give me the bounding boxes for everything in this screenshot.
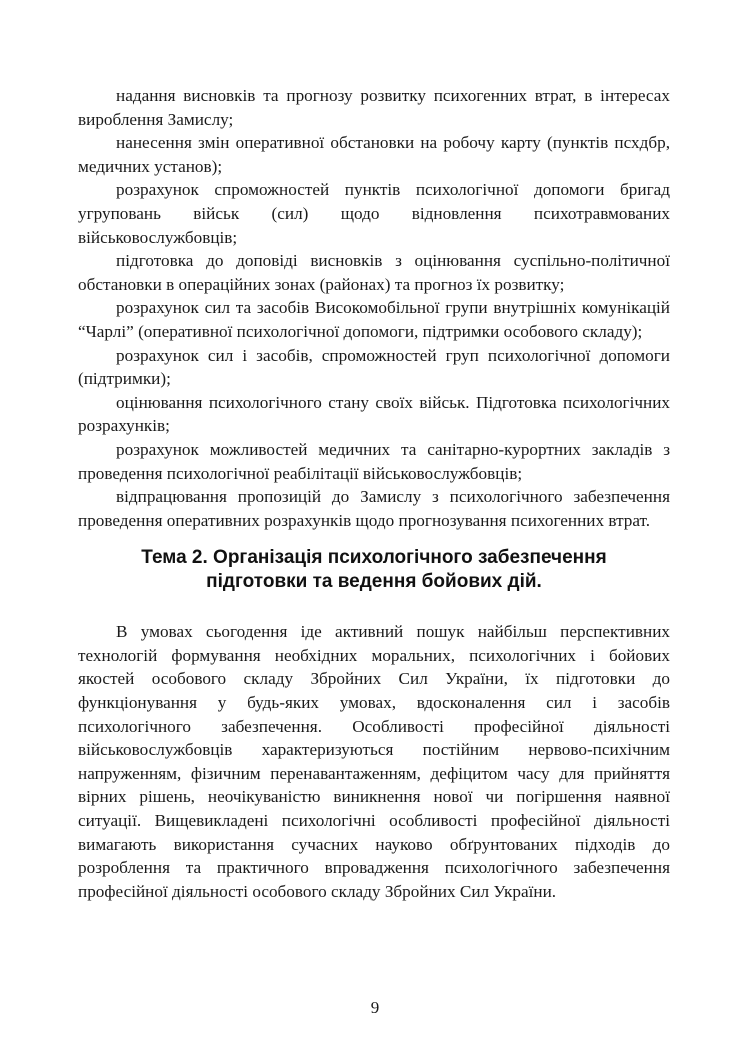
list-item: нанесення змін оперативної обстановки на робочу карту (пунктів псхдбр, медичних установ); [78, 133, 670, 176]
topic-heading [78, 546, 670, 594]
list-item: підготовка до доповіді висновків з оцінювання суспільно-політичної обстановки в операційних зонах (районах) та прогноз їх розвитку; [78, 251, 670, 294]
list-item: надання висновків та прогнозу розвитку психогенних втрат, в інтересах вироблення Замислу; [78, 86, 670, 129]
list-item: розрахунок можливостей медичних та санітарно-курортних закладів з проведення психологічної реабілітації військовослужбовців; [78, 439, 670, 483]
topic-heading-line-2: підготовки та ведення бойових дій. [206, 571, 542, 593]
list-item: розрахунок спроможностей пунктів психологічної допомоги бригад угруповань військ (сил) щодо відновлення психотравмованих військовослужбовців; [78, 180, 670, 247]
document-page [78, 84, 670, 903]
list-item: розрахунок сил та засобів Високомобільної групи внутрішніх комунікацій “Чарлі” (оперативної психологічної допомоги, підтримки особового складу); [78, 298, 670, 341]
topic-heading-line-1: Тема 2. Організація психологічного забезпечення [141, 547, 607, 569]
page-number: 9 [370, 998, 380, 1017]
body-paragraph: В умовах сьогодення іде активний пошук найбільш перспективних технологій формування необхідних моральних, психологічних і бойових якостей особового складу Збройних Сил України, їх підготовки до функціонування у будь-яких умовах, вдосконалення сил і засобів психологічного забезпечення. Особливості професійної діяльності військовослужбовців характеризуються постійним нервово-психічним напруженням, фізичним перенавантаженням, дефіцитом часу для прийняття вірних рішень, неочікуваністю виникнення нової чи погіршення наявної ситуації. Вищевикладені психологічні особливості професійної діяльності вимагають використання сучасних науково обґрунтованих підходів до розроблення та практичного впровадження психологічного забезпечення професійної діяльності особового складу Збройних Сил України. [78, 622, 670, 901]
list-item: відпрацювання пропозицій до Замислу з психологічного забезпечення проведення оперативних розрахунків щодо прогнозування психогенних втрат. [78, 487, 670, 530]
list-item: розрахунок сил і засобів, спроможностей груп психологічної допомоги (підтримки); [78, 345, 670, 389]
list-item: оцінювання психологічного стану своїх військ. Підготовка психологічних розрахунків; [78, 392, 670, 436]
spacer [78, 594, 670, 620]
